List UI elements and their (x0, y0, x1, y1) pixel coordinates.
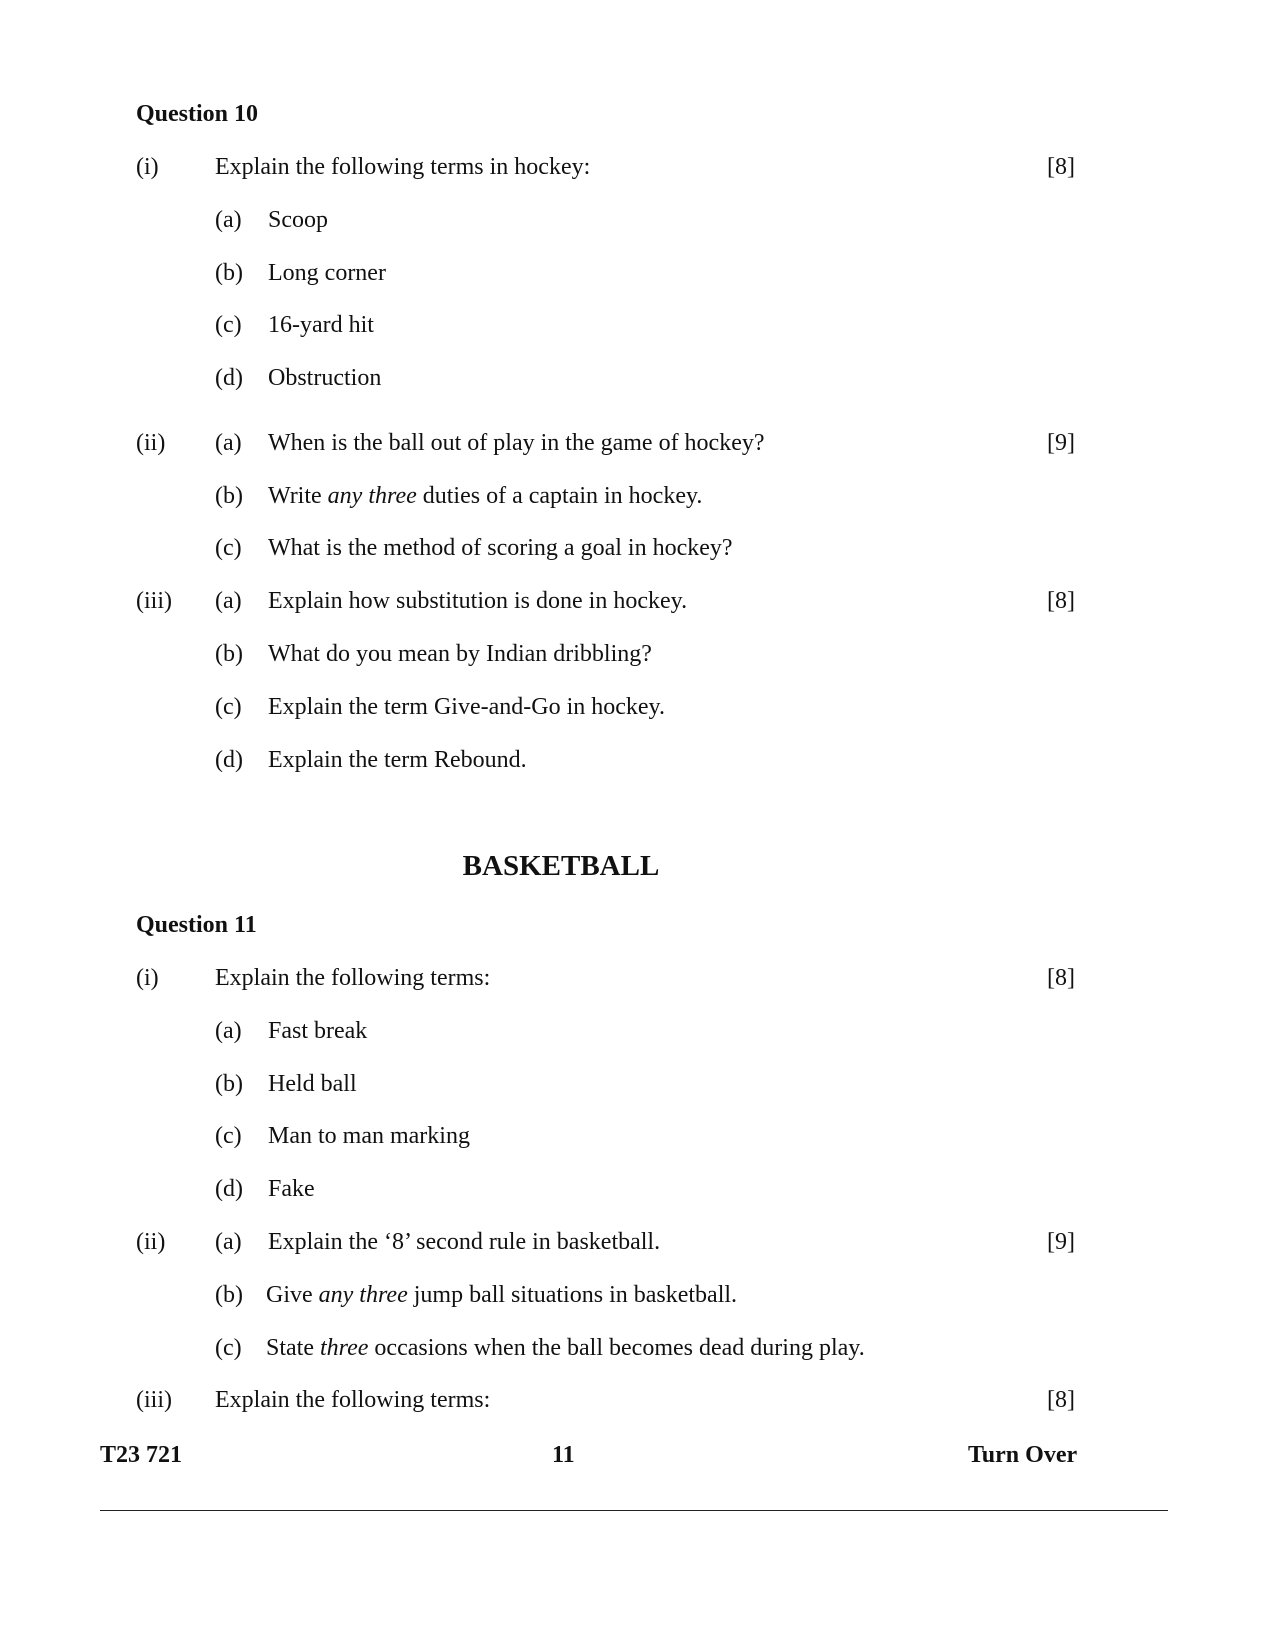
q11-i-c-text: Man to man marking (268, 1123, 470, 1149)
q11-part-ii-marks: [9] (1047, 1229, 1075, 1255)
q10-ii-b-emphasis: any three (327, 483, 417, 509)
q10-ii-c-text: What is the method of scoring a goal in hockey? (268, 535, 733, 561)
q10-i-c-label: (c) (215, 312, 242, 338)
q10-iii-b-text: What do you mean by Indian dribbling? (268, 641, 652, 667)
q11-ii-a-label: (a) (215, 1229, 242, 1255)
footer-turn-over: Turn Over (968, 1442, 1078, 1468)
q11-ii-a-text: Explain the ‘8’ second rule in basketball. (268, 1229, 661, 1255)
q10-iii-c-label: (c) (215, 694, 242, 720)
q10-iii-c-text: Explain the term Give-and-Go in hockey. (268, 694, 665, 720)
q11-i-a-label: (a) (215, 1018, 242, 1044)
question-11-heading: Question 11 (136, 912, 257, 938)
q11-part-i-marks: [8] (1047, 965, 1075, 991)
q10-part-i-text: Explain the following terms in hockey: (215, 154, 591, 180)
q10-iii-a-text: Explain how substitution is done in hockey. (268, 588, 688, 614)
q11-ii-c-label: (c) (215, 1335, 242, 1361)
q11-ii-b-pre: Give (266, 1282, 319, 1308)
q11-i-a-text: Fast break (268, 1018, 368, 1044)
q10-ii-b-text (268, 482, 702, 510)
q10-part-ii-marks: [9] (1047, 430, 1075, 456)
q11-part-iii-text: Explain the following terms: (215, 1387, 491, 1413)
q11-i-b-text: Held ball (268, 1071, 357, 1097)
q10-i-d-text: Obstruction (268, 365, 382, 391)
footer-page-number: 11 (552, 1442, 575, 1468)
q10-part-i-marks: [8] (1047, 154, 1075, 180)
q10-ii-b-post: duties of a captain in hockey. (416, 483, 703, 509)
q11-ii-c-pre: State (266, 1335, 320, 1361)
q11-ii-b-emphasis: any three (318, 1282, 408, 1308)
q10-ii-a-text: When is the ball out of play in the game of hockey? (268, 430, 765, 456)
q11-part-i-text: Explain the following terms: (215, 965, 491, 991)
q11-ii-b-post: jump ball situations in basketball. (407, 1282, 738, 1308)
footer-divider (100, 1510, 1168, 1511)
q11-i-c-label: (c) (215, 1123, 242, 1149)
q11-ii-c-post: occasions when the ball becomes dead during play. (368, 1335, 865, 1361)
q10-iii-a-label: (a) (215, 588, 242, 614)
q10-i-b-label: (b) (215, 260, 243, 286)
q11-ii-b-text (266, 1281, 737, 1309)
q10-part-iii-marks: [8] (1047, 588, 1075, 614)
q11-part-i-number: (i) (136, 965, 159, 991)
q11-i-d-text: Fake (268, 1176, 315, 1202)
q10-ii-a-label: (a) (215, 430, 242, 456)
q11-i-d-label: (d) (215, 1176, 243, 1202)
q10-i-b-text: Long corner (268, 260, 386, 286)
q10-part-ii-number: (ii) (136, 430, 166, 456)
q10-ii-b-label: (b) (215, 483, 243, 509)
q10-part-iii-number: (iii) (136, 588, 172, 614)
q10-i-a-text: Scoop (268, 207, 328, 233)
footer-paper-code: T23 721 (100, 1442, 183, 1468)
q10-iii-d-text: Explain the term Rebound. (268, 747, 527, 773)
q11-part-iii-number: (iii) (136, 1387, 172, 1413)
q10-iii-b-label: (b) (215, 641, 243, 667)
q11-ii-b-label: (b) (215, 1282, 243, 1308)
q11-part-ii-number: (ii) (136, 1229, 166, 1255)
q10-i-c-text: 16-yard hit (268, 312, 374, 338)
q10-part-i-number: (i) (136, 154, 159, 180)
q10-ii-c-label: (c) (215, 535, 242, 561)
q11-i-b-label: (b) (215, 1071, 243, 1097)
question-10-heading: Question 10 (136, 101, 259, 127)
q10-i-d-label: (d) (215, 365, 243, 391)
q11-part-iii-marks: [8] (1047, 1387, 1075, 1413)
section-title: BASKETBALL (462, 850, 660, 882)
q11-ii-c-emphasis: three (320, 1335, 369, 1361)
q11-ii-c-text (266, 1334, 865, 1362)
q10-iii-d-label: (d) (215, 747, 243, 773)
q10-ii-b-pre: Write (268, 483, 328, 509)
q10-i-a-label: (a) (215, 207, 242, 233)
